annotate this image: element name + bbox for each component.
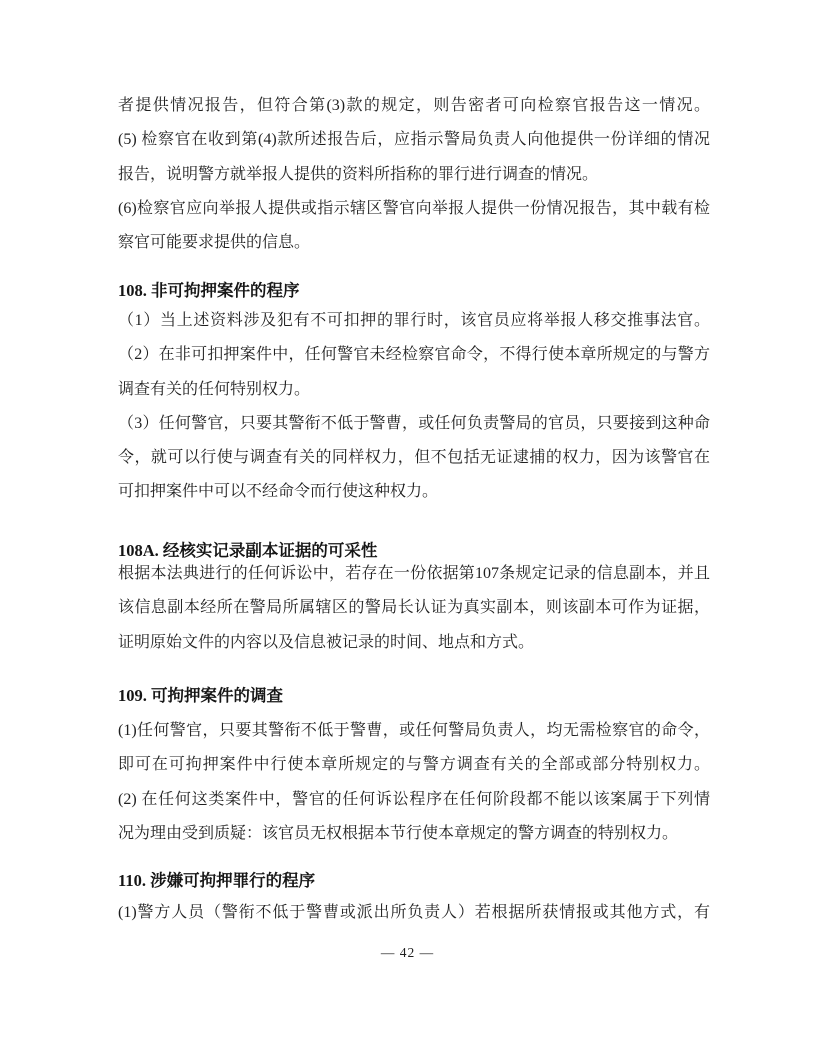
text-line: (1)任何警官，只要其警衔不低于警曹，或任何警局负责人，均无需检察官的命令， [118, 722, 710, 739]
text-line: 证明原始文件的内容以及信息被记录的时间、地点和方式。 [118, 633, 535, 651]
text-line: 可扣押案件中可以不经命令而行使这种权力。 [118, 483, 439, 501]
text-line: 报告，说明警方就举报人提供的资料所指称的罪行进行调查的情况。 [118, 165, 599, 183]
section-heading-110: 110. 涉嫌可拘押罪行的程序 [118, 871, 316, 890]
section-body-108a [118, 557, 710, 660]
text-line: (6)检察官应向举报人提供或指示辖区警官向举报人提供一份情况报告，其中载有检 [118, 199, 710, 217]
text-line: （1）当上述资料涉及犯有不可扣押的罪行时，该官员应将举报人移交推事法官。 [118, 312, 710, 329]
text-line: 调查有关的任何特别权力。 [118, 380, 311, 398]
text-line: (5) 检察官在收到第(4)款所述报告后，应指示警局负责人向他提供一份详细的情况 [118, 131, 710, 149]
section-body-110 [118, 896, 710, 930]
text-line: 该信息副本经所在警局所属辖区的警局长认证为真实副本，则该副本可作为证据， [118, 599, 710, 617]
section-heading-108a: 108A. 经核实记录副本证据的可采性 [118, 541, 378, 560]
section-body-109 [118, 714, 710, 851]
text-line: 即可在可拘押案件中行使本章所规定的与警方调查有关的全部或部分特别权力。 [118, 756, 710, 774]
text-line: (2) 在任何这类案件中，警官的任何诉讼程序在任何阶段都不能以该案属于下列情 [118, 790, 710, 808]
paragraph-continuation [118, 89, 710, 260]
text-line: 况为理由受到质疑：该官员无权根据本节行使本章规定的警方调查的特别权力。 [118, 824, 679, 842]
text-line: 令，就可以行使与调查有关的同样权力，但不包括无证逮捕的权力，因为该警官在 [118, 449, 710, 467]
section-body-108 [118, 304, 710, 510]
text-line: （2）在非可扣押案件中，任何警官未经检察官命令，不得行使本章所规定的与警方 [118, 346, 710, 364]
page-number: — 42 — [380, 945, 435, 960]
text-line: 根据本法典进行的任何诉讼中，若存在一份依据第107条规定记录的信息副本，并且 [118, 565, 710, 582]
text-line: （3）任何警官，只要其警衔不低于警曹，或任何负责警局的官员，只要接到这种命 [118, 414, 710, 432]
section-heading-108: 108. 非可拘押案件的程序 [118, 281, 300, 300]
text-line: 察官可能要求提供的信息。 [118, 234, 311, 252]
section-heading-109: 109. 可拘押案件的调查 [118, 686, 283, 705]
text-line: (1)警方人员（警衔不低于警曹或派出所负责人）若根据所获情报或其他方式，有 [118, 904, 710, 921]
text-line: 者提供情况报告，但符合第(3)款的规定，则告密者可向检察官报告这一情况。 [118, 97, 710, 114]
